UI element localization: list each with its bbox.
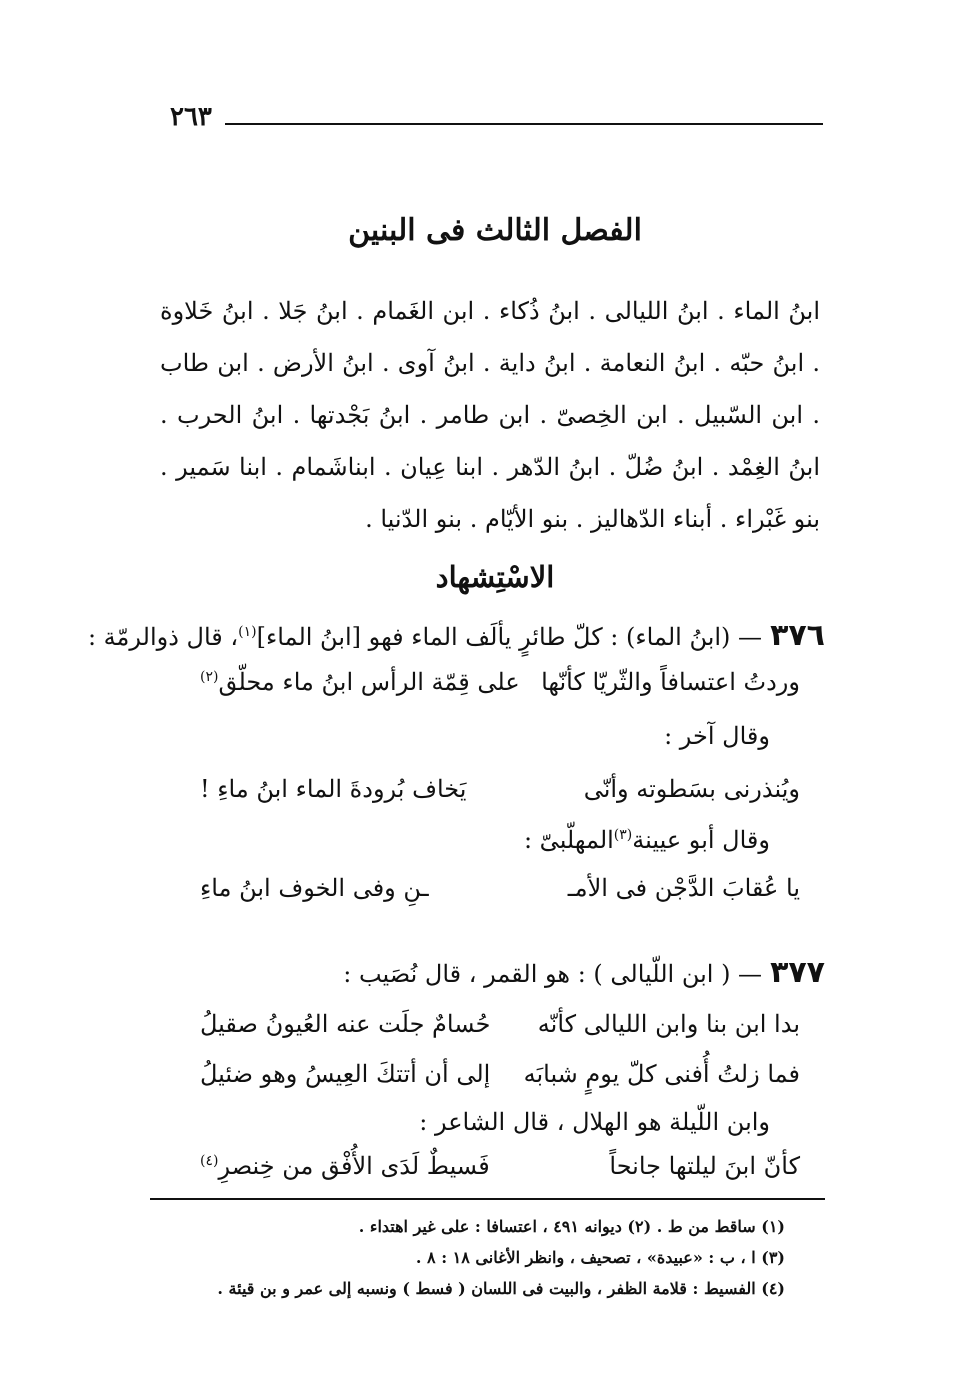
verse-hemistich-right: وردتُ اعتسافاً والثّريّا كأنّها [541, 668, 800, 696]
chapter-title: الفصل الثالث فى البنين [348, 213, 642, 248]
verse-line [200, 1152, 800, 1180]
footnote-ref: (٢) [200, 669, 219, 685]
verse-hemistich-left: ـنِ وفى الخوف ابنُ ماءِ [200, 874, 429, 902]
footnote-ref: (٣) [613, 827, 633, 843]
verse-hemistich-left: حُسامٌ جلَت عنه العُيونُ صقيلُ [200, 1010, 491, 1038]
footnote: (٤) الفسيط : قلامة الظفر ، والبيت فى اللسان ( فسط ) ونسبه إلى عمر و بن قيئة . [217, 1279, 785, 1298]
footnote: (١) ساقط من ط . (٢) ديوانه ٤٩١ ، اعتسافا : على غير اهتداء . [358, 1217, 785, 1236]
verse-line [200, 1060, 800, 1088]
footnote-ref: (٤) [200, 1153, 219, 1169]
verse-hemistich-right: فما زلتُ أُفنى كلّ يومٍ شبابَه [523, 1060, 800, 1088]
entry-head-text: — (ابنُ الماء) : كلّ طائرٍ يألَف الماء فهو [ابنُ الماء] [256, 623, 763, 651]
verse-hemistich-left: يَخاف بُرودةَ الماء ابنُ ماءِ ! [200, 775, 467, 803]
entry-number: ٣٧٦ [770, 618, 825, 653]
verse-line [200, 874, 800, 902]
verse-hemistich-right: ويُنذرنى بسَطوته وأنّى [583, 775, 800, 803]
verse-hemistich-left [200, 1152, 490, 1180]
verse-intro-text: وقال أبو عيينة [632, 826, 770, 854]
verse-intro: وابن اللّيلة هو الهلال ، قال الشاعر : [419, 1108, 770, 1136]
verse-line [200, 668, 800, 696]
footnote: (٣) ا ، ب : «عبيدة» ، تصحيف ، وانظر الأغانى ١٨ : ٨ . [415, 1248, 785, 1267]
verse-hemistich-left: إلى أن أتتكَ العِيسُ وهو ضئيلُ [200, 1060, 491, 1088]
verse-hemistich-text: فَسيطٌ لَدَى الأُفْق من خِنصرِ [218, 1152, 490, 1180]
entry-number: ٣٧٧ [770, 955, 825, 990]
entry-376-head [87, 618, 825, 653]
verse-hemistich-right: يا عُقابَ الدَّجْن فى الأمـ [567, 874, 800, 902]
entry-head-text: — ( ابن اللّيالى ) : هو القمر ، قال نُصَيب : [343, 960, 763, 988]
header-rule [225, 123, 823, 125]
verse-line [200, 775, 800, 803]
verse-hemistich-right: كأنّ ابنَ ليلتها جانحاً [609, 1152, 800, 1180]
verse-intro [160, 826, 770, 854]
terms-paragraph: ابنُ الماء . ابنُ الليالى . ابنُ ذُكاء . ابن الغَمام . ابنُ جَلا . ابنُ خَلاوة . ابنُ حبّه . ابنُ النعامة . ابنُ داية . ابنُ آوى . ابنُ الأرض . ابن طاب . ابن السّبيل . ابن الخِصىّ . ابن طامر . ابنُ بَجْدتها . ابنُ الحرب . ابنُ الغِمْد . ابنُ ضُلّ . ابنُ الدّهر . ابنا عِيان . ابناشَمام . ابنا سَمير . بنو غَبْراء . أبناء الدّهاليز . بنو الأيّام . بنو الدّنيا . [160, 297, 820, 533]
section-title: الاسْتِشهاد [435, 560, 555, 594]
footnote-ref: (١) [238, 624, 257, 640]
verse-hemistich-text: على قِمّة الرأس ابنُ ماء محلّق [218, 668, 520, 696]
verse-line [200, 1010, 800, 1038]
footnote-rule [150, 1198, 825, 1200]
verse-intro: وقال آخر : [664, 722, 770, 750]
entry-377-head [160, 955, 825, 990]
entry-head-tail: ، قال ذوالرمّة : [87, 623, 239, 651]
verse-intro-tail: المهلّبىّ : [523, 826, 614, 854]
verse-hemistich-left [200, 668, 520, 696]
page-number: ٢٦٣ [170, 102, 212, 132]
verse-hemistich-right: بدا ابن بنا وابن الليالى كأنّه [537, 1010, 800, 1038]
